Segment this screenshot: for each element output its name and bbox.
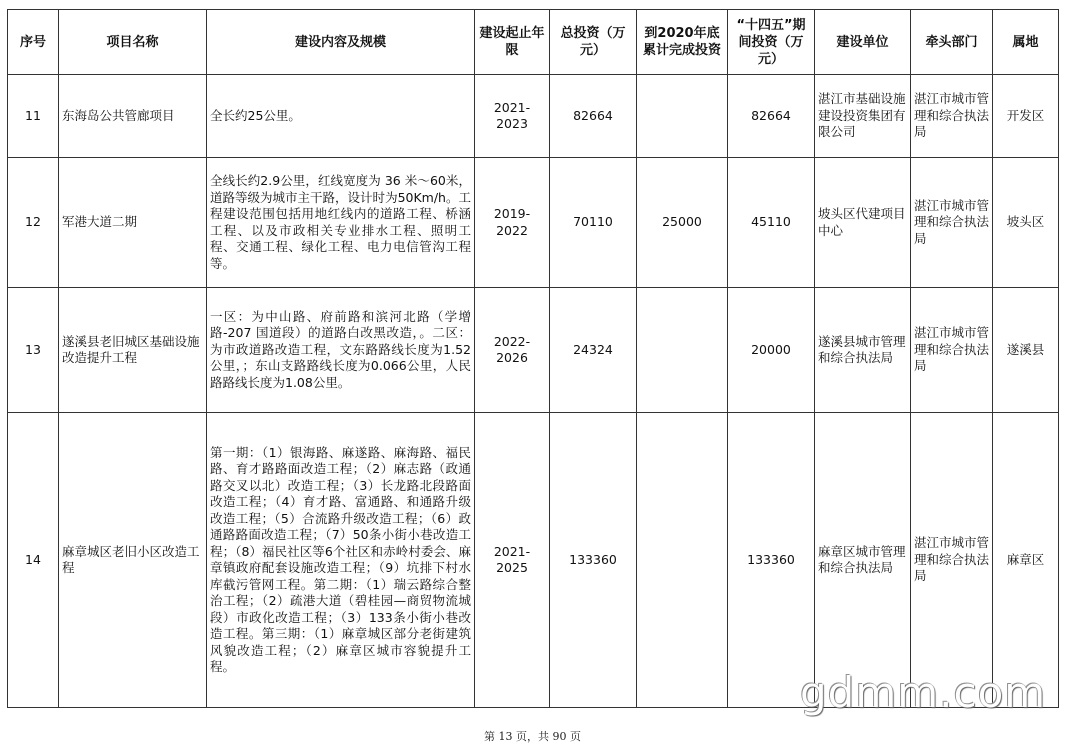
header-lead: 牵头部门 <box>911 10 993 75</box>
cell-plan145: 82664 <box>728 75 815 158</box>
cell-period: 2021-2023 <box>475 75 550 158</box>
cell-builder: 湛江市基础设施建设投资集团有限公司 <box>815 75 911 158</box>
cell-area: 开发区 <box>993 75 1059 158</box>
cell-lead: 湛江市城市管理和综合执法局 <box>911 158 993 288</box>
cell-content: 全线长约2.9公里，红线宽度为 36 米～60米，道路等级为城市主干路，设计时为50Km/h。工程建设范围包括用地红线内的道路工程、桥涵工程、以及市政相关专业排水工程、照明工程、交通工程、绿化工程、电力电信管沟工程等。 <box>207 158 475 288</box>
header-row <box>8 10 1059 75</box>
cell-plan145: 133360 <box>728 413 815 708</box>
cell-no: 13 <box>8 288 59 413</box>
cell-lead: 湛江市城市管理和综合执法局 <box>911 288 993 413</box>
cell-period: 2019-2022 <box>475 158 550 288</box>
cell-period: 2022-2026 <box>475 288 550 413</box>
header-area: 属地 <box>993 10 1059 75</box>
cell-content: 一区：为中山路、府前路和滨河北路（学增路-207 国道段）的道路白改黑改造，。二区：为市政道路改造工程，文东路路线长度为1.52公里，；东山支路路线长度为0.066公里，人民路路线长度为1.08公里。 <box>207 288 475 413</box>
cell-total: 82664 <box>550 75 637 158</box>
header-total: 总投资（万元） <box>550 10 637 75</box>
cell-builder: 坡头区代建项目中心 <box>815 158 911 288</box>
table-row <box>8 75 1059 158</box>
cell-done2020 <box>637 75 728 158</box>
cell-name: 遂溪县老旧城区基础设施改造提升工程 <box>59 288 207 413</box>
cell-area: 坡头区 <box>993 158 1059 288</box>
cell-done2020: 25000 <box>637 158 728 288</box>
watermark-logo: gdmm.com <box>800 668 1047 717</box>
cell-name: 东海岛公共管廊项目 <box>59 75 207 158</box>
cell-name: 军港大道二期 <box>59 158 207 288</box>
cell-plan145: 45110 <box>728 158 815 288</box>
header-no: 序号 <box>8 10 59 75</box>
table-row <box>8 288 1059 413</box>
cell-total: 70110 <box>550 158 637 288</box>
cell-lead: 湛江市城市管理和综合执法局 <box>911 75 993 158</box>
cell-no: 11 <box>8 75 59 158</box>
cell-period: 2021-2025 <box>475 413 550 708</box>
cell-name: 麻章城区老旧小区改造工程 <box>59 413 207 708</box>
header-content: 建设内容及规模 <box>207 10 475 75</box>
cell-content: 第一期：（1）银海路、麻遂路、麻海路、福民路、育才路路面改造工程；（2）麻志路（政通路交叉以北）改造工程；（3）长龙路北段路面改造工程；（4）育才路、富通路、和通路升级改造工程；（5）合流路升级改造工程；（6）政通路路面改造工程；（7）50条小街小巷改造工程；（8）福民社区等6个社区和赤岭村委会、麻章镇政府配套设施改造工程；（9）坑排下村水库截污管网工程。第二期：（1）瑞云路综合整治工程；（2）疏港大道（碧桂园—商贸物流城段）市政化改造工程；（3）133条小街小巷改造工程。第三期：（1）麻章城区部分老街建筑风貌改造工程；（2）麻章区城市容貌提升工程。 <box>207 413 475 708</box>
page-footer: 第 13 页，共 90 页 <box>484 730 581 743</box>
cell-content: 全长约25公里。 <box>207 75 475 158</box>
cell-builder: 麻章区城市管理和综合执法局 <box>815 413 911 708</box>
table-row <box>8 158 1059 288</box>
header-period: 建设起止年限 <box>475 10 550 75</box>
cell-area: 麻章区 <box>993 413 1059 708</box>
header-plan145: “十四五”期间投资（万元） <box>728 10 815 75</box>
cell-lead: 湛江市城市管理和综合执法局 <box>911 413 993 708</box>
cell-no: 12 <box>8 158 59 288</box>
cell-done2020 <box>637 413 728 708</box>
cell-area: 遂溪县 <box>993 288 1059 413</box>
header-name: 项目名称 <box>59 10 207 75</box>
table-row <box>8 413 1059 708</box>
project-table <box>7 9 1059 708</box>
cell-no: 14 <box>8 413 59 708</box>
cell-total: 133360 <box>550 413 637 708</box>
header-builder: 建设单位 <box>815 10 911 75</box>
cell-builder: 遂溪县城市管理和综合执法局 <box>815 288 911 413</box>
header-done2020: 到2020年底累计完成投资 <box>637 10 728 75</box>
cell-total: 24324 <box>550 288 637 413</box>
cell-done2020 <box>637 288 728 413</box>
cell-plan145: 20000 <box>728 288 815 413</box>
